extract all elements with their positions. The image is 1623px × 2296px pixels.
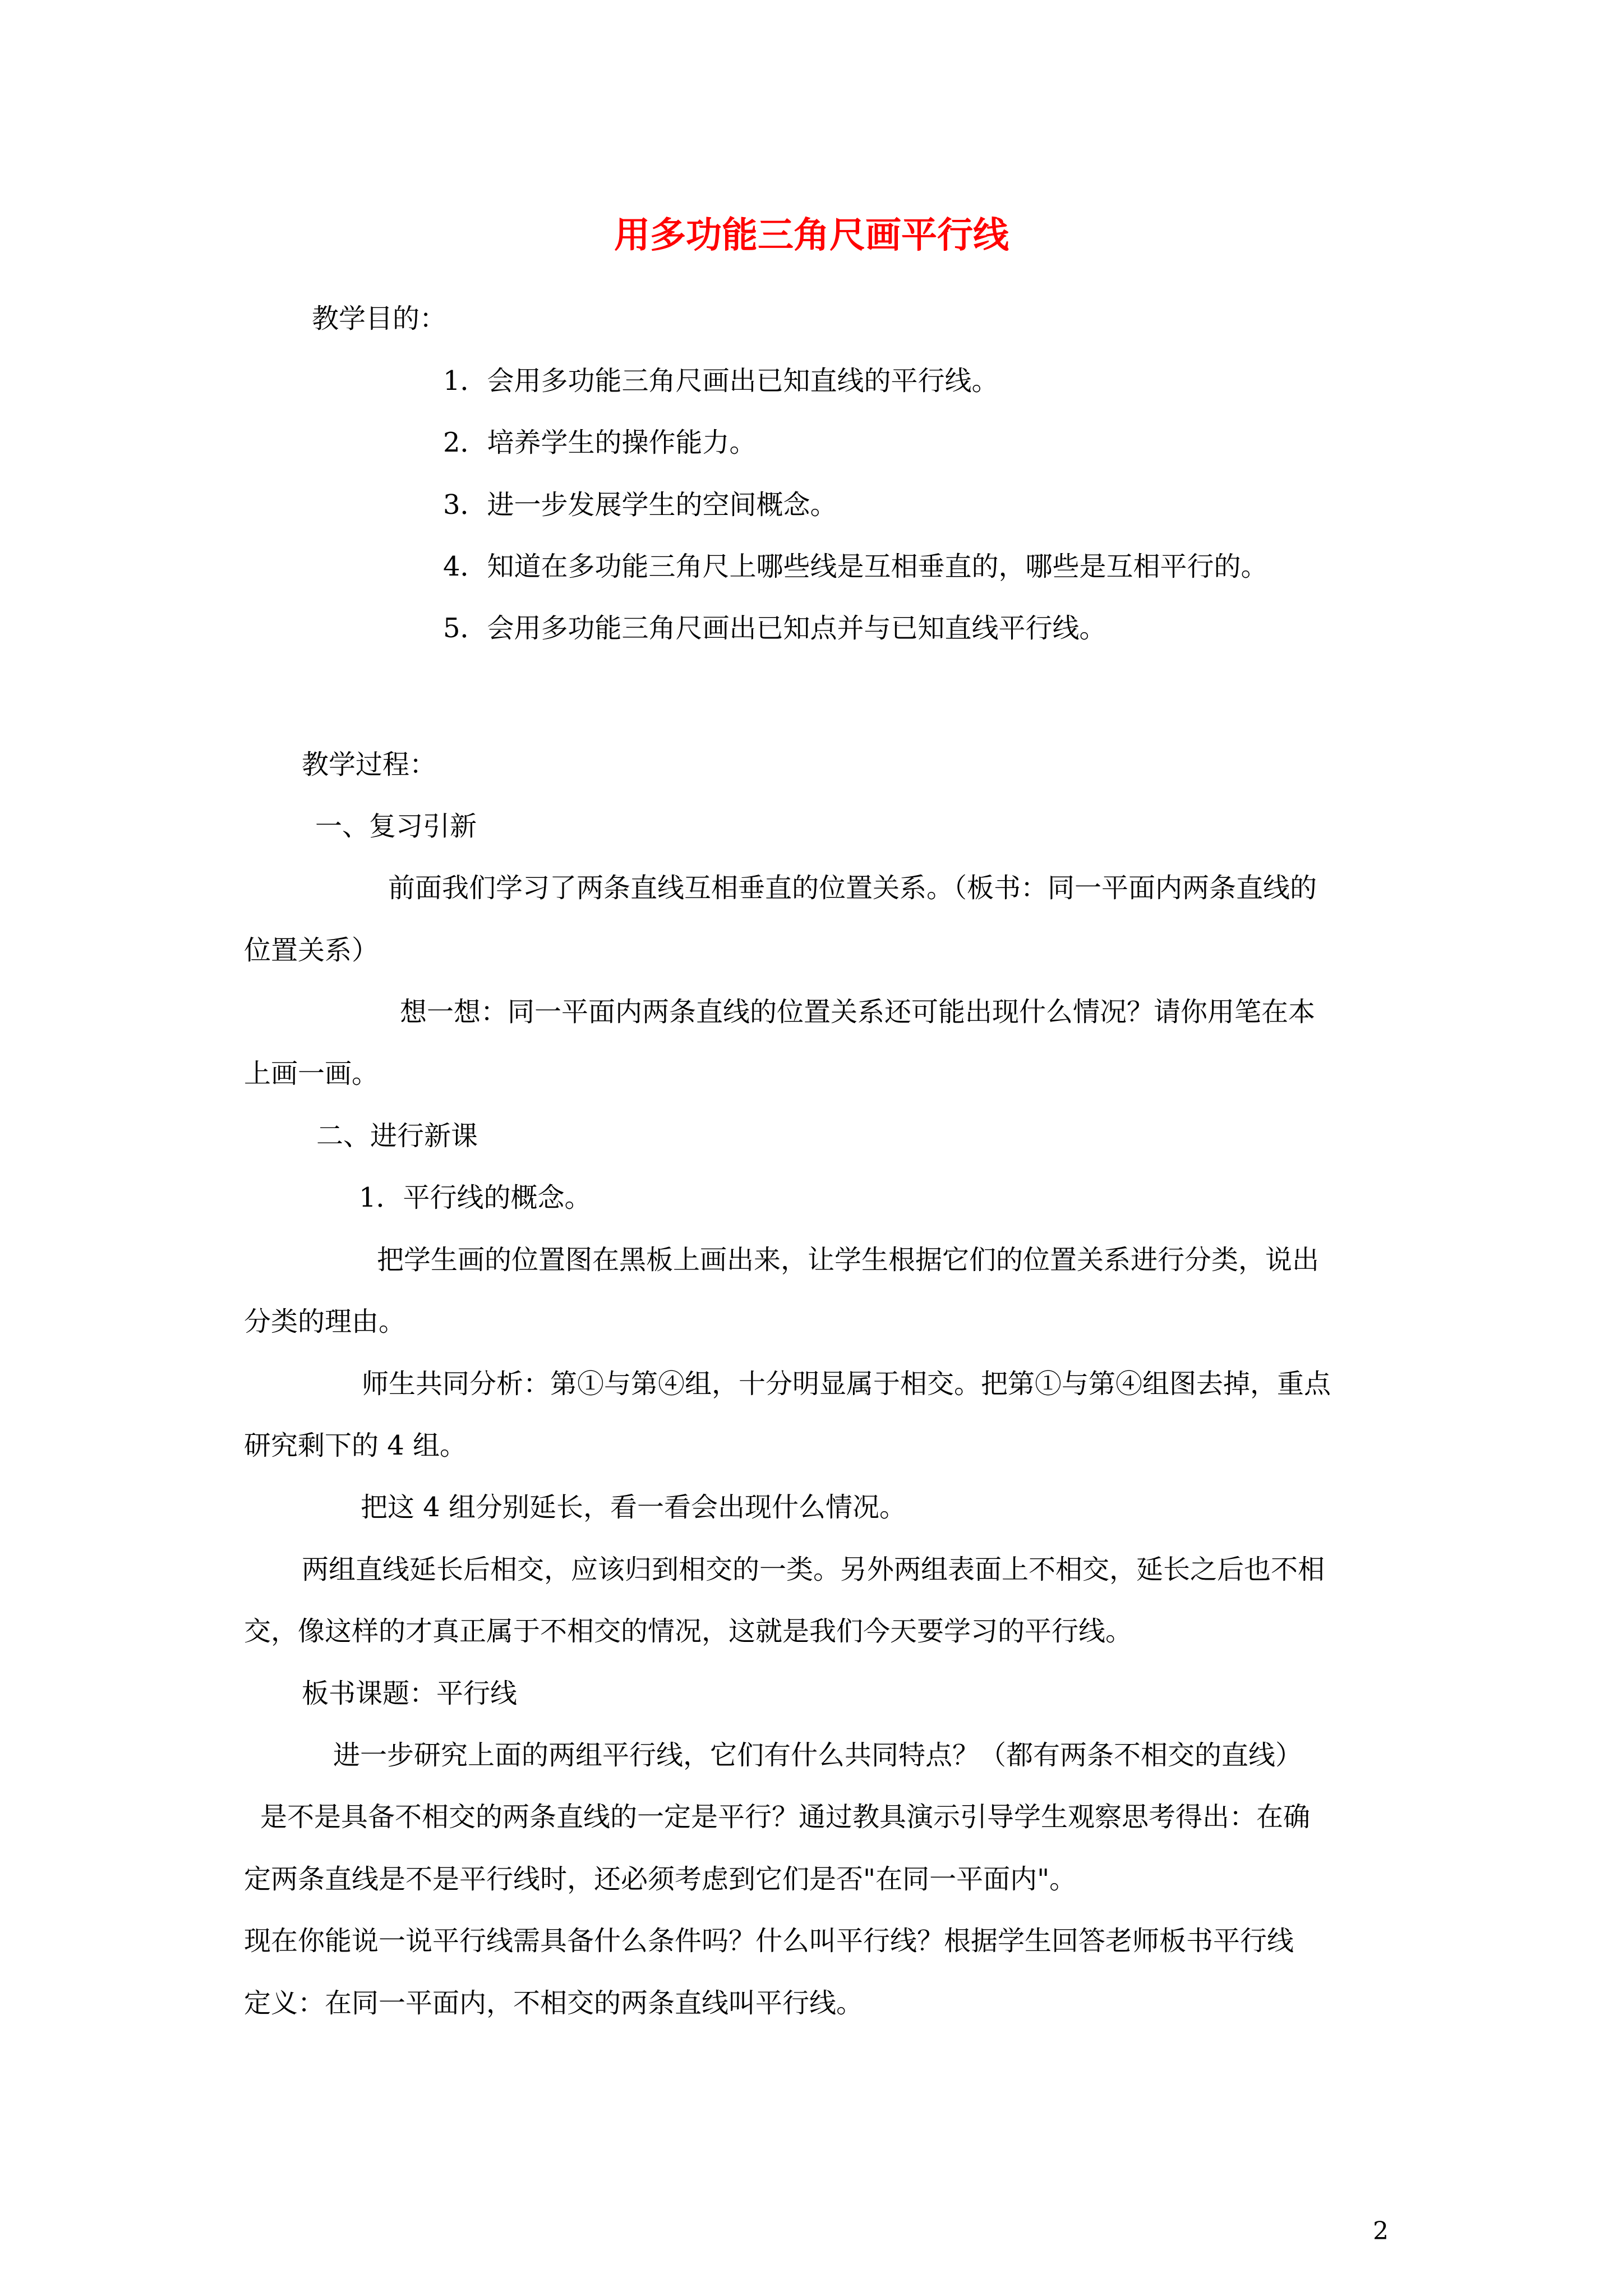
- section2-paragraph4-line1: 两组直线延长后相交，应该归到相交的一类。另外两组表面上不相交，延长之后也不相: [302, 1554, 1325, 1585]
- goal-item-1: 1．会用多功能三角尺画出已知直线的平行线。: [443, 365, 999, 397]
- process-heading: 教学过程：: [302, 749, 437, 780]
- goals-heading: 教学目的：: [312, 303, 447, 334]
- goal-item-5: 5．会用多功能三角尺画出已知点并与已知直线平行线。: [443, 613, 1106, 644]
- section1-paragraph2-line2: 上画一画。: [244, 1058, 379, 1089]
- page-title: 用多功能三角尺画平行线: [614, 214, 1009, 256]
- section2-paragraph6-line3: 定两条直线是不是平行线时，还必须考虑到它们是否"在同一平面内"。: [244, 1864, 1077, 1895]
- goal-item-2: 2．培养学生的操作能力。: [443, 427, 757, 458]
- section2-paragraph6-line2: 是不是具备不相交的两条直线的一定是平行？通过教具演示引导学生观察思考得出：在确: [260, 1801, 1311, 1833]
- section2-paragraph1-line1: 把学生画的位置图在黑板上画出来，让学生根据它们的位置关系进行分类，说出: [377, 1244, 1320, 1276]
- section2-subheading-1: 1．平行线的概念。: [359, 1182, 592, 1213]
- goal-item-3: 3．进一步发展学生的空间概念。: [443, 489, 837, 521]
- section2-paragraph6-line1: 进一步研究上面的两组平行线，它们有什么共同特点？（都有两条不相交的直线）: [333, 1740, 1303, 1771]
- section2-paragraph4-line2: 交，像这样的才真正属于不相交的情况，这就是我们今天要学习的平行线。: [244, 1616, 1133, 1647]
- section1-paragraph1-line1: 前面我们学习了两条直线互相垂直的位置关系。（板书：同一平面内两条直线的: [388, 872, 1317, 904]
- section2-paragraph7-line2: 定义：在同一平面内，不相交的两条直线叫平行线。: [244, 1987, 864, 2019]
- section2-paragraph2-line2: 研究剩下的 4 组。: [244, 1430, 467, 1461]
- goal-item-4: 4．知道在多功能三角尺上哪些线是互相垂直的，哪些是互相平行的。: [443, 551, 1268, 582]
- section2-paragraph3: 把这 4 组分别延长，看一看会出现什么情况。: [361, 1492, 907, 1523]
- section2-paragraph5: 板书课题：平行线: [302, 1678, 518, 1709]
- section1-heading: 一、复习引新: [315, 811, 477, 842]
- section2-heading: 二、进行新课: [316, 1120, 478, 1152]
- section2-paragraph7-line1: 现在你能说一说平行线需具备什么条件吗？什么叫平行线？根据学生回答老师板书平行线: [244, 1925, 1294, 1957]
- page-number: 2: [1373, 2217, 1389, 2246]
- section2-paragraph2-line1: 师生共同分析：第①与第④组，十分明显属于相交。把第①与第④组图去掉，重点: [362, 1368, 1331, 1400]
- section1-paragraph1-line2: 位置关系）: [244, 935, 379, 966]
- section1-paragraph2-line1: 想一想：同一平面内两条直线的位置关系还可能出现什么情况？请你用笔在本: [400, 996, 1316, 1028]
- section2-paragraph1-line2: 分类的理由。: [244, 1306, 406, 1337]
